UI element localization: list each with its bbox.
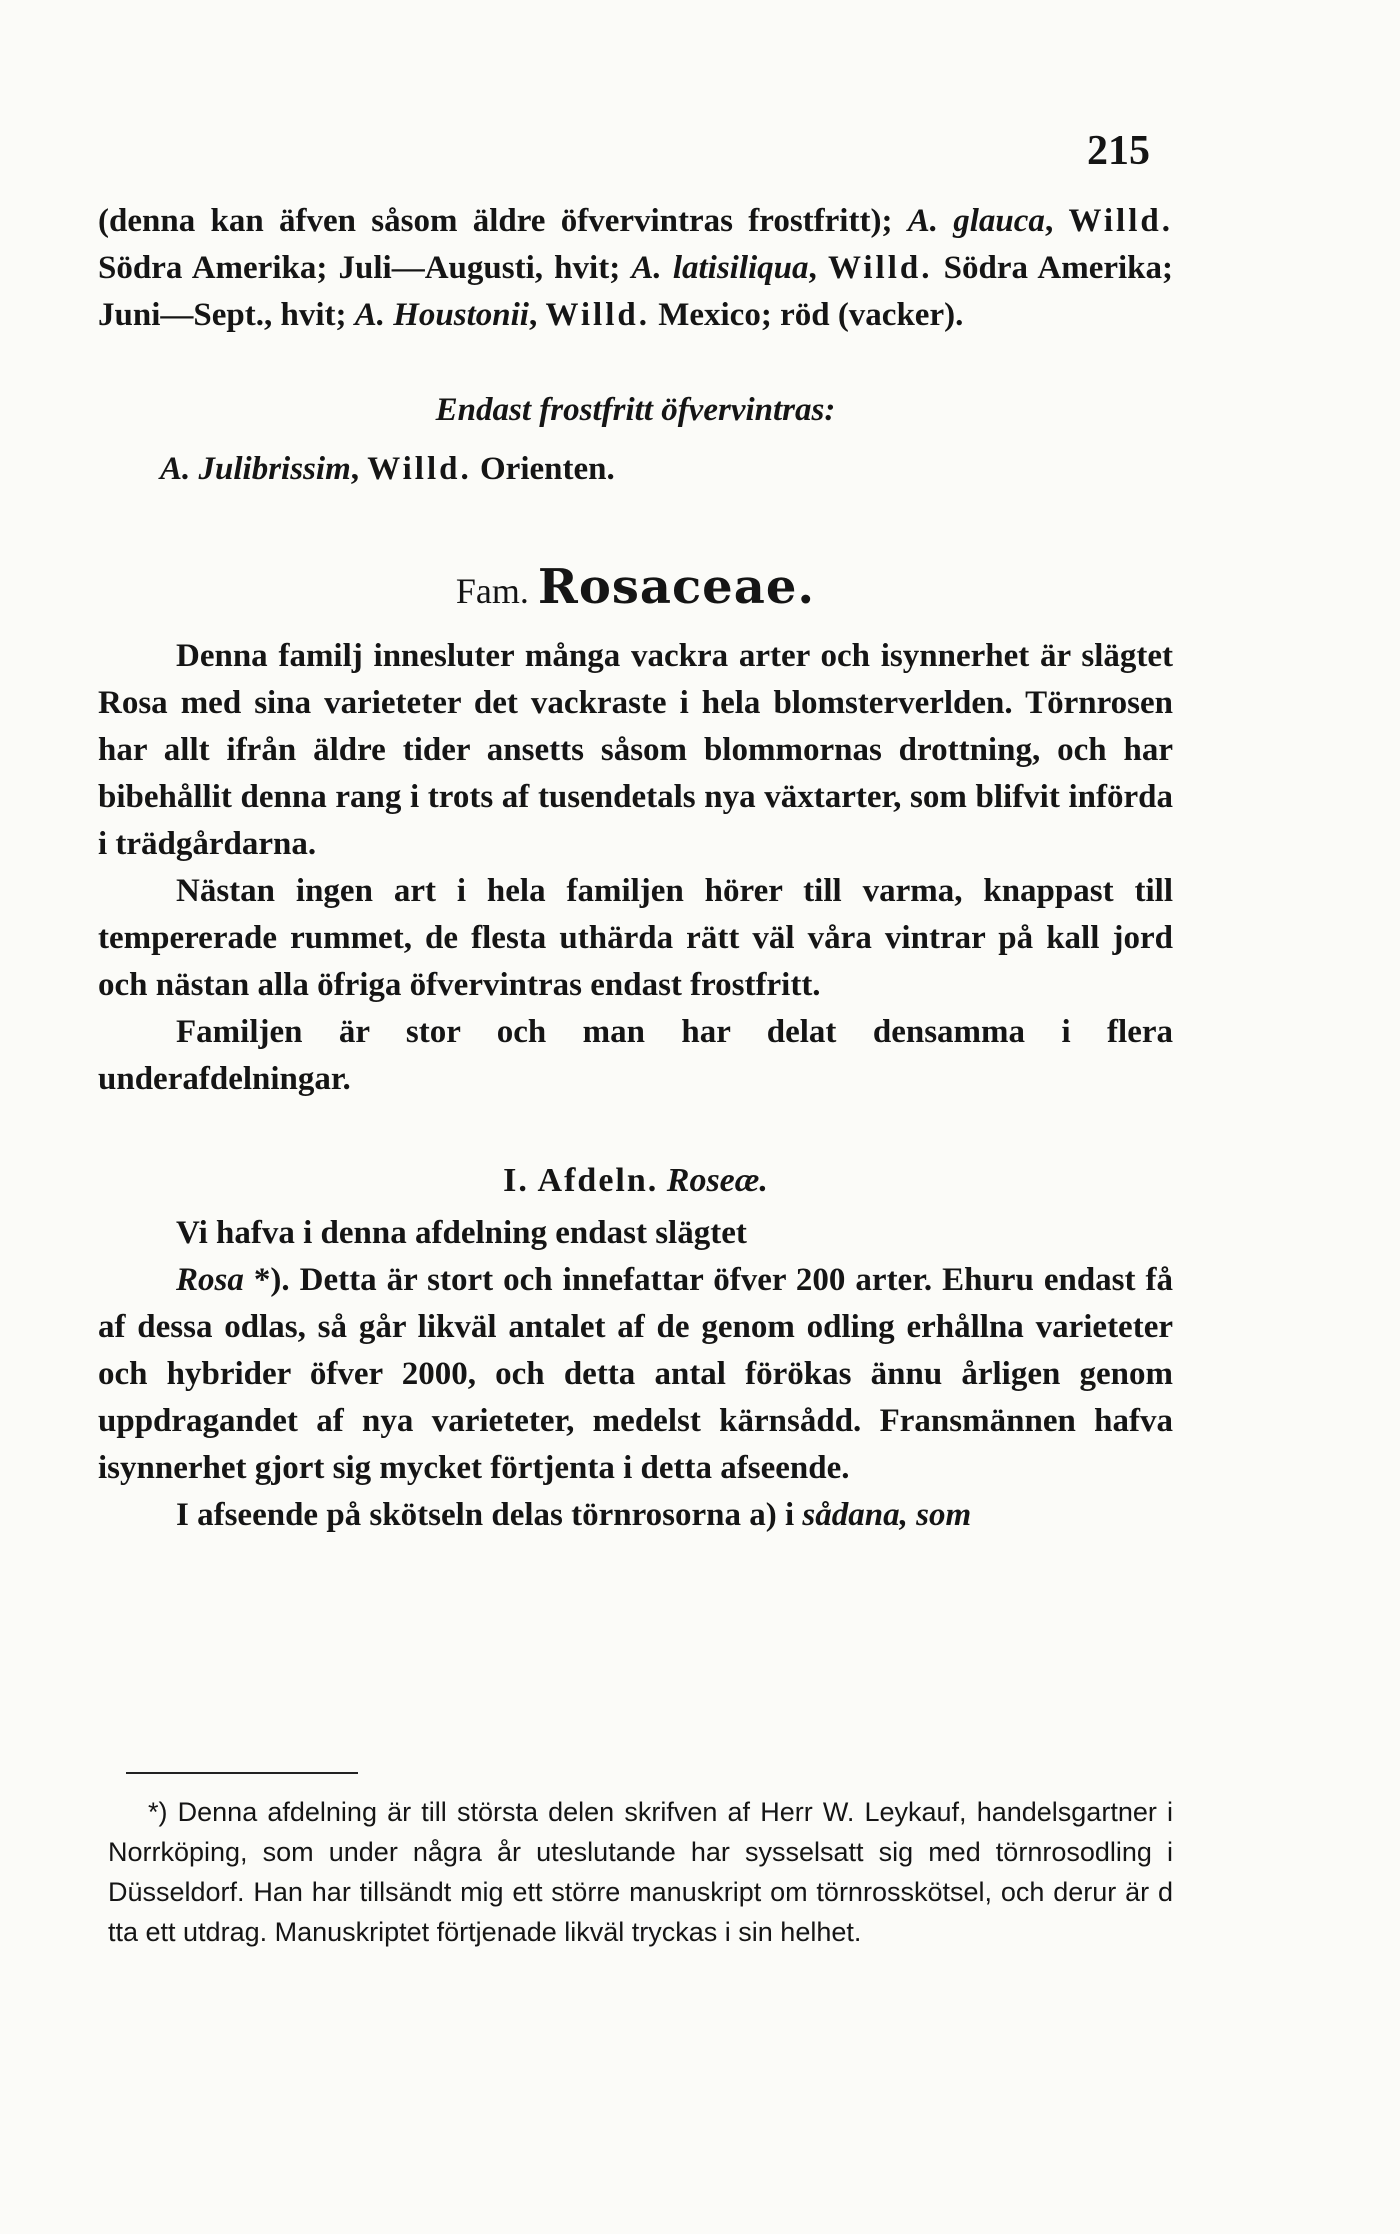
- species-info: Södra Amerika; Juli—Augusti, hvit;: [98, 250, 632, 286]
- separator: ,: [350, 451, 368, 487]
- footnote-rule: [126, 1772, 358, 1774]
- genus-name: Rosa: [176, 1262, 244, 1298]
- family-heading: [98, 559, 1173, 615]
- author-abbrev: Willd.: [827, 250, 933, 286]
- page-number: 215: [1087, 128, 1150, 174]
- separator: ,: [1044, 203, 1069, 239]
- species-name: A. latisiliqua: [631, 250, 809, 286]
- intro-paragraph: [98, 198, 1173, 339]
- species-info: Södra Amerika; Juni—Sept., hvit;: [98, 250, 1174, 333]
- section-paragraph-first-line: Vi hafva i denna afdelning endast slägtet: [176, 1215, 747, 1251]
- footnote-text: *) Denna afdelning är till största delen skrifven af Herr W. Leykauf, handelsgartner i Norrköping, som under några år uteslutande har sysselsatt sig med törnrosodling i Düsseldorf. Han har tillsändt mig ett större manuskript om törnrosskötsel, och derur är d tta ett utdrag. Manuskriptet förtjenade likväl tryckas i sin helhet.: [108, 1797, 1173, 1947]
- species-name: A. Houstonii: [354, 297, 529, 333]
- section-paragraph: [98, 1257, 1173, 1492]
- author-abbrev: Willd.: [545, 297, 650, 333]
- footnote-reference: *).: [243, 1262, 290, 1298]
- paragraph: Nästan ingen art i hela familjen hörer till varma, knappast till tempererade rummet, de flesta uthärda rätt väl våra vintrar på kall jord och nästan alla öfriga öfvervintras endast frostfritt.: [98, 873, 1173, 1003]
- closing-paragraph: [98, 1492, 1173, 1539]
- species-info: Mexico; röd (vacker).: [649, 297, 964, 333]
- author-abbrev: Willd.: [1068, 203, 1173, 239]
- intro-text: (denna kan äfven såsom äldre öfvervintras frostfritt);: [98, 203, 908, 239]
- section-number: I. Afdeln.: [503, 1162, 659, 1199]
- species-name: A. glauca: [907, 203, 1045, 239]
- author-abbrev: Willd.: [367, 451, 472, 487]
- closing-text: I afseende på skötseln delas törnrosorna a) i: [176, 1497, 803, 1533]
- species-origin: Orienten.: [471, 451, 615, 487]
- species-name: A. Julibrissim: [160, 451, 351, 487]
- section-name: Roseæ.: [666, 1162, 768, 1199]
- frostfree-heading: Endast frostfritt öfvervintras:: [435, 392, 836, 428]
- paragraph: Denna familj innesluter många vackra arter och isynnerhet är slägtet Rosa med sina varieteter det vackraste i hela blomsterverlden. Törnrosen har allt ifrån äldre tider ansetts såsom blommornas drottning, och har bibehållit denna rang i trots af tusendetals nya växtarter, som blifvit införda i trädgårdarna.: [98, 638, 1173, 862]
- main-text: [98, 198, 1173, 1539]
- family-name: Rosaceae.: [537, 559, 816, 615]
- separator: ,: [528, 297, 546, 333]
- section-paragraph-text: Detta är stort och innefattar öfver 200 arter. Ehuru endast få af dessa odlas, så går likväl antalet af de genom odling erhållna varieteter och hybrider öfver 2000, och detta antal förökas ännu årligen genom uppdragandet af nya varieteter, medelst kärnsådd. Fransmännen hafva isynnerhet gjort sig mycket förtjenta i detta afseende.: [98, 1262, 1173, 1486]
- frostfree-species-line: [98, 446, 1173, 493]
- paragraph: Familjen är stor och man har delat densamma i flera underafdelningar.: [98, 1014, 1173, 1097]
- separator: ,: [808, 250, 828, 286]
- footnote: [108, 1792, 1173, 1952]
- closing-italic: sådana, som: [802, 1497, 972, 1533]
- section-heading: [98, 1157, 1173, 1204]
- family-label: Fam.: [455, 571, 529, 611]
